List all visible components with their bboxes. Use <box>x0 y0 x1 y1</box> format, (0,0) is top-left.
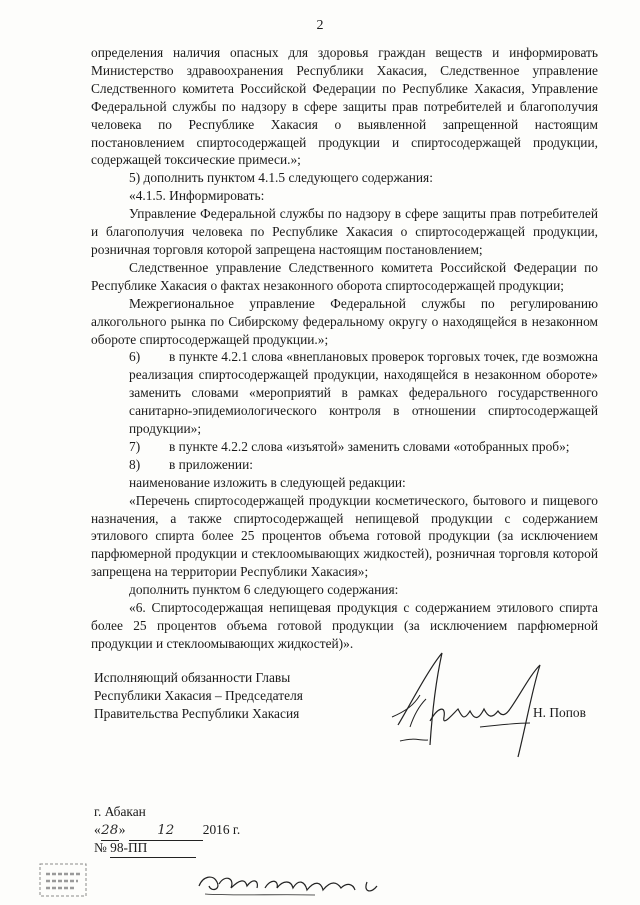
paragraph: Межрегиональное управление Федеральной службы по регулированию алкогольного рынка по Сибирскому федеральному округу о находящейся в незаконном обороте спиртосодержащей продукции.»; <box>91 295 598 347</box>
number-value: 98-ПП <box>110 839 196 858</box>
handwritten-note <box>195 868 395 900</box>
paragraph: «Перечень спиртосодержащей продукции косметического, бытового и пищевого назначения, а также спиртосодержащей непищевой продукции с содержанием этилового спирта более 25 процентов объема готовой продукции (за исключением парфюмерной продукции и стеклоомывающих жидкостей), розничная торговля которой запрещена на территории Республики Хакасия»; <box>91 492 598 580</box>
item-text: в пункте 4.2.1 слова «внеплановых проверок торговых точек, где возможна реализация спиртосодержащей продукции, находящейся в незаконном обороте» заменить словами «мероприятий в рамках федерального государственного санитарно-эпидемиологического контроля в отношении спиртосодержащей продукции»; <box>129 349 598 437</box>
document-date <box>94 821 240 841</box>
item-text: в пункте 4.2.2 слова «изъятой» заменить словами «отобранных проб»; <box>169 438 570 454</box>
registration-stamp <box>38 862 88 898</box>
paragraph: дополнить пунктом 6 следующего содержания: <box>129 582 399 598</box>
date-day: 28 <box>101 822 119 841</box>
paragraph: 5) дополнить пунктом 4.1.5 следующего содержания: <box>129 170 433 186</box>
paragraph: Следственное управление Следственного комитета Российской Федерации по Республике Хакасия о фактах незаконного оборота спиртосодержащей продукции; <box>91 259 598 293</box>
paragraph <box>91 456 598 474</box>
paragraph: определения наличия опасных для здоровья граждан веществ и информировать Министерство здравоохранения Республики Хакасия, Следственное управление Следственного комитета Российской Федерации по Республике Хакасия, Управление Федеральной службы по надзору в сфере защиты прав потребителей и благополучия человека по Республике Хакасия о выявленной запрещенной настоящим постановлением спиртосодержащей продукции и спиртосодержащей продукции, содержащей токсические примеси.»; <box>91 45 598 168</box>
item-text: в приложении: <box>169 456 253 472</box>
paragraph <box>91 348 598 438</box>
signature-handwriting <box>380 645 560 760</box>
signatory-line: Республики Хакасия – Председателя <box>94 688 303 703</box>
date-quote-open: « <box>94 822 101 837</box>
number-label: № <box>94 840 107 855</box>
signatory-line: Правительства Республики Хакасия <box>94 706 300 721</box>
signatory-line: Исполняющий обязанности Главы <box>94 670 291 685</box>
item-number: 6) <box>129 349 141 365</box>
item-number: 8) <box>129 456 141 472</box>
date-year: 2016 г. <box>202 822 241 837</box>
paragraph: «6. Спиртосодержащая непищевая продукция с содержанием этилового спирта более 25 процентов объема готовой продукции (за исключением парфюмерной продукции и стеклоомывающих жидкостей)». <box>91 600 598 651</box>
date-quote-close: » <box>118 822 126 837</box>
date-month: 12 <box>129 822 203 841</box>
paragraph: Управление Федеральной службы по надзору в сфере защиты прав потребителей и благополучия человека по Республике Хакасия о спиртосодержащей продукции, розничная торговля которой запрещена настоящим постановлением; <box>91 206 598 257</box>
page-number: 2 <box>316 18 324 33</box>
paragraph <box>91 438 598 456</box>
document-number <box>94 839 196 858</box>
place-of-signing: г. Абакан <box>94 804 146 819</box>
paragraph: «4.1.5. Информировать: <box>129 188 265 204</box>
signatory-name: Н. Попов <box>533 705 586 720</box>
document-body <box>91 44 598 653</box>
signatory-title <box>94 669 303 723</box>
paragraph: наименование изложить в следующей редакции: <box>129 474 406 490</box>
item-number: 7) <box>129 438 141 454</box>
